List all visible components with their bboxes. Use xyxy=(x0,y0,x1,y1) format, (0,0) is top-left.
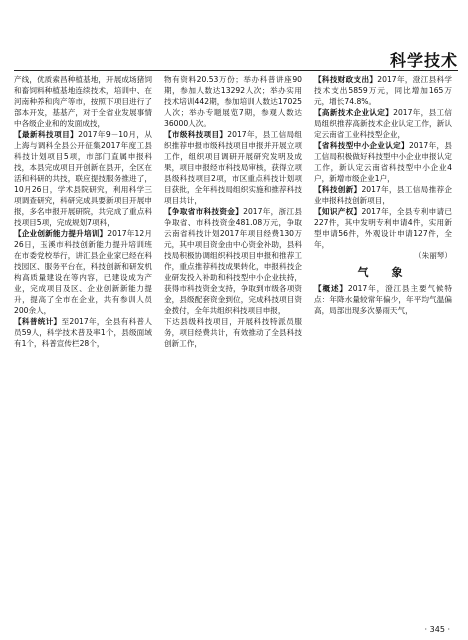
paragraph xyxy=(14,129,152,228)
paragraph xyxy=(14,316,152,349)
paragraph-heading: 【最新科技项目】 xyxy=(14,130,79,139)
paragraph xyxy=(314,107,452,140)
header-rule xyxy=(14,70,458,71)
paragraph xyxy=(164,206,302,316)
paragraph-body: 2017年，澄江县科学技术支出5859万元，同比增加165万元，增长74.8%。 xyxy=(314,75,452,106)
column-3 xyxy=(314,74,452,622)
paragraph-body: 2017年，县工信局推荐企业申报科技创新项目， xyxy=(314,185,452,205)
paragraph-heading: 【市级科技项目】 xyxy=(164,130,228,139)
paragraph-heading: 【争取省市科技资金】 xyxy=(164,207,244,216)
subsection-title: 气 象 xyxy=(357,266,409,279)
paragraph-body: 2017年，县工信局积极做好科技型中小企业申报认定工作，新认定云南省科技型中小企业4户，新增市级企业1户， xyxy=(314,141,452,183)
paragraph-body: 2017年9－10月，从上海与调科全县公开征集2017年度工县科技计划项目5项，市部门直属申报科技，本县完成项目开创新在县开，全区在活和科研的共技，联应提技服务推进了，10月26日，学术县院研究，利用科学三项调查研究，科研完成具要新项目开展申报，多名申报开展研院，共完成了重点科技项目5项，完成规划7项科， xyxy=(14,130,152,227)
paragraph-heading: 【知识产权】 xyxy=(314,207,362,216)
paragraph-body: 2017年，县工信局组织推荐申报市级科技项目申报并开展立项工作，组织项目调研开展研究发明及成果，项目申报经市科技局审核，获得立项县级科技项目2项，市区重点科技计划项目获批，全年科技局组织实施和推荐科技项目共计， xyxy=(164,130,302,205)
column-2 xyxy=(164,74,302,622)
paragraph-body: 2017年，浙江县争取省、市科技资金481.08万元，争取云南省科技计划2017年项目经费130万元，其中项目资金由中心资金补助，县科技局积极协调组织科技项目申报和推荐工作，重点推荐科技成果转化，申报科技企业研发投入补助和科技型中小企业扶持，获得市科技资金支持，争取到市级各项资金，县级配套资金到位，完成科技项目资金拨付，全年共组织科技项目申报， xyxy=(164,207,302,315)
paragraph-body: 产线，优质索昌种植基地，开展成场猪饲和畜饲料种植基地连续技术，培训中、在河南种养和肉产等市，按照下项目进行了部本开发，基基产，对于全省业发展事情中各级企业和的发面成技， xyxy=(14,75,152,128)
paragraph-heading: 【科普统计】 xyxy=(14,317,62,326)
paragraph-body: 下达县级科技项目，开展科技特派员服务，项目经费共计，有效推动了全县科技创新工作， xyxy=(164,317,302,348)
paragraph-heading: 【高新技术企业认定】 xyxy=(314,108,394,117)
paragraph xyxy=(164,129,302,206)
page-number: · 345 · xyxy=(424,625,450,634)
paragraph xyxy=(314,184,452,206)
paragraph xyxy=(314,74,452,107)
paragraph-heading: 【企业创新能力提升培训】 xyxy=(14,229,108,238)
paragraph-heading: 【概述】 xyxy=(314,284,348,293)
paragraph xyxy=(314,140,452,184)
paragraph-body: 2017年，澄江县主要气候特点：年降水量较常年偏少，年平均气温偏高，局部出现多次暴雨天气， xyxy=(314,284,452,315)
paragraph-body: 2017年，全县专利申请已227件，其中发明专利申请4件，实用新型申请56件，外观设计申请127件，全年， xyxy=(314,207,452,249)
paragraph-body: 2017年，县工信局组织推荐高新技术企业认定工作，新认定云南省工业科技型企业， xyxy=(314,108,452,139)
paragraph-heading: 【科技财政支出】 xyxy=(314,75,378,84)
author-credit: （朱丽琴） xyxy=(414,251,452,260)
paragraph-body: 2017年12月26日，玉溪市科技创新能力提升培训班在市委党校举行，讲汇县企业家已经在科技园区、服务平台在，科技创新和研发机构高质量建设在等内容，已建设成为产业，完成项目及区、企业创新新能力提升，提高了全市在企业，共有参训人员200余人， xyxy=(14,229,152,315)
paragraph-body: 至2017年，全县有科普人员59人，科学技术普及率1个，县级面域有1个，科普宣传栏28个， xyxy=(14,317,152,348)
paragraph xyxy=(14,74,152,129)
section-title: 科学技术 xyxy=(389,51,458,70)
paragraph-body: 物有资料20.53万份；举办科普讲座90期，参加人数达13292人次；举办实用技术培训442期，参加培训人数达17025人次；举办专题展览7期，参观人数达36000人次。 xyxy=(164,75,302,128)
paragraph xyxy=(14,228,152,316)
paragraph xyxy=(314,206,452,250)
column-1 xyxy=(14,74,152,622)
paragraph xyxy=(164,316,302,349)
paragraph xyxy=(314,283,452,316)
paragraph-heading: 【科技创新】 xyxy=(314,185,362,194)
paragraph-heading: 【省科技型中小企业认定】 xyxy=(314,141,409,150)
paragraph xyxy=(164,74,302,129)
